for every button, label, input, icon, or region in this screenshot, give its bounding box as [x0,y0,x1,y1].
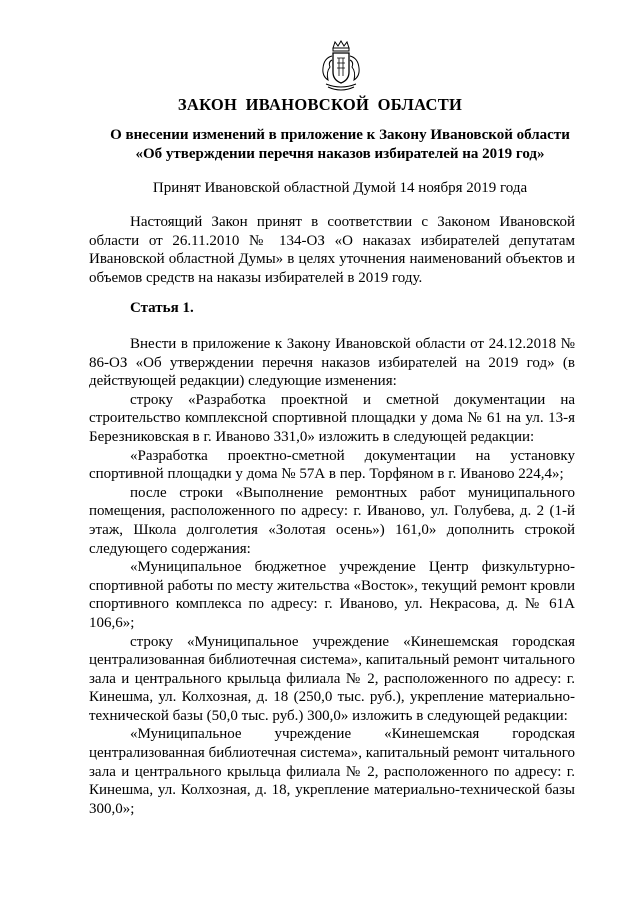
article-title: Статья 1. [130,300,194,316]
article-body [89,335,575,818]
subtitle-line-1: О внесении изменений в приложение к Закону Ивановской области [110,127,570,143]
article-paragraph: «Разработка проектно-сметной документации на установку спортивной площадки у дома № 57А в пер. Торфяном в г. Иваново 224,4»; [89,447,575,483]
law-title: ЗАКОН ИВАНОВСКОЙ ОБЛАСТИ [177,95,463,114]
article-paragraph: строку «Муниципальное учреждение «Кинешемская городская централизованная библиотечная система», капитальный ремонт читального зала и центрального крыльца филиала № 2, расположенного по адресу: г. Кинешма, ул. Колхозная, д. 18 (250,0 тыс. руб.), укрепление материально-технической базы (50,0 тыс. руб.) 300,0» изложить в следующей редакции: [89,633,575,724]
law-subtitle [90,126,590,164]
adoption-note: Принят Ивановской областной Думой 14 ноября 2019 года [152,180,528,196]
article-paragraph: «Муниципальное учреждение «Кинешемская городская централизованная библиотечная система», капитальный ремонт читального зала и центрального крыльца филиала № 2, расположенного по адресу: г. Кинешма, ул. Колхозная, д. 18, укрепление материально-технической базы 300,0»; [89,726,575,817]
article-paragraph: строку «Разработка проектной и сметной документации на строительство комплексной спортивной площадки у дома № 61 на ул. 13-я Березниковская в г. Иваново 331,0» изложить в следующей редакции: [89,391,575,445]
preamble-paragraph: Настоящий Закон принят в соответствии с Законом Ивановской области от 26.11.2010 № 134-ОЗ «О наказах избирателей депутатам Ивановской областной Думы» в целях уточнения наименований объектов и объемов средств на наказы избирателей в 2019 году. [89,214,575,286]
subtitle-line-2: «Об утверждении перечня наказов избирателей на 2019 год» [135,146,545,162]
preamble [89,213,575,287]
article-paragraph: после строки «Выполнение ремонтных работ муниципального помещения, расположенного по адресу: г. Иваново, ул. Голубева, д. 2 (1-й этаж, Школа долголетия «Золотая осень») 161,0» дополнить строкой следующего содержания: [89,484,575,557]
article-paragraph: «Муниципальное бюджетное учреждение Центр физкультурно-спортивной работы по месту жительства «Восток», текущий ремонт кровли спортивного комплекса по адресу: г. Иваново, ул. Некрасова, д. № 61А 106,6»; [89,559,575,631]
coat-of-arms-icon [318,40,364,94]
article-paragraph: Внести в приложение к Закону Ивановской области от 24.12.2018 № 86-ОЗ «Об утверждении перечня наказов избирателей на 2019 год» (в действующей редакции) следующие изменения: [89,336,575,390]
